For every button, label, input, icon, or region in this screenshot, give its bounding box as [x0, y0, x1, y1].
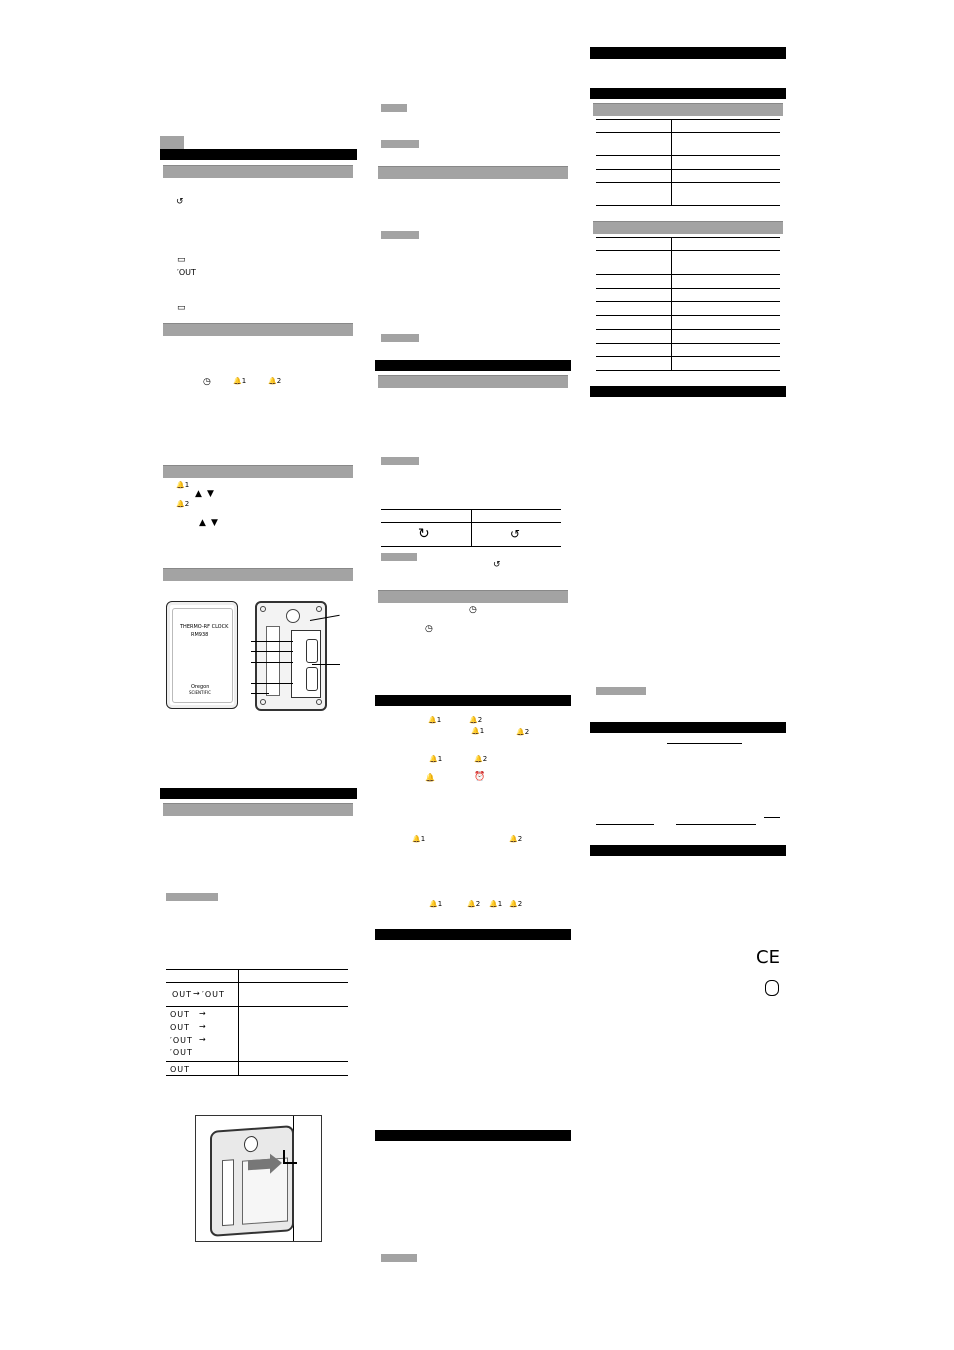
- table-rule: [596, 315, 780, 316]
- device-model-number: RM938: [191, 632, 209, 638]
- alarm1-icon: 🔔1: [412, 835, 426, 843]
- out-signal-icon: ′OUT: [170, 1048, 193, 1057]
- screw-icon: [260, 606, 266, 612]
- out-icon: OUT: [170, 1023, 191, 1032]
- arrow-icon: →: [199, 1035, 206, 1044]
- slide-arrow-icon: [248, 1159, 270, 1171]
- table-rule: [166, 1075, 348, 1076]
- subsection-header-bar: [163, 568, 353, 581]
- device-front-illustration: [166, 601, 238, 709]
- note-tag: [381, 104, 407, 112]
- table-rule: [166, 1061, 348, 1062]
- note-tag: [166, 893, 218, 901]
- subsection-header-bar: [378, 590, 568, 603]
- clock-icon: ◷: [469, 605, 477, 615]
- table-rule: [596, 343, 780, 344]
- callout-line: [312, 664, 340, 665]
- section-header-bar: [590, 722, 786, 733]
- table-rule: [596, 169, 780, 170]
- out-signal-icon: ′OUT: [170, 1036, 193, 1045]
- clock-icon: ◷: [425, 624, 433, 634]
- table-rule: [166, 969, 348, 970]
- page-number-box: [160, 136, 184, 149]
- brand-logo: Oregon: [191, 684, 210, 690]
- section-header-bar: [375, 1130, 571, 1141]
- alarm2-icon: 🔔2: [474, 755, 488, 763]
- out-icon: OUT: [172, 990, 193, 999]
- bracket-mark: [283, 1150, 297, 1164]
- subsection-header-bar: [163, 323, 353, 336]
- out-icon: OUT: [170, 1010, 191, 1019]
- alarm2-icon: 🔔2: [516, 728, 530, 736]
- device-back-illustration: [255, 601, 327, 711]
- table-column-rule: [238, 969, 239, 1076]
- table-column-rule: [671, 119, 672, 206]
- note-tag: [381, 231, 419, 239]
- alarm1-icon: 🔔1: [429, 900, 443, 908]
- section-header-bar: [590, 845, 786, 856]
- ce-mark-icon: CE: [756, 947, 780, 968]
- alarm1-icon: 🔔1: [471, 727, 485, 735]
- callout-line: [251, 693, 269, 694]
- alarm1-icon: 🔔1: [176, 481, 190, 489]
- battery-cell: [306, 639, 318, 663]
- link-underline: [676, 824, 756, 825]
- device-back-perspective: [210, 1125, 294, 1237]
- alarm2-icon: 🔔2: [469, 716, 483, 724]
- alarm-off-icon: ⏰: [474, 772, 486, 782]
- rcc-signal-icon: ↺: [493, 560, 501, 570]
- note-tag: [381, 334, 419, 342]
- out-signal-icon: ′OUT: [177, 268, 196, 277]
- screw-icon: [316, 699, 322, 705]
- table-rule: [596, 182, 780, 183]
- note-tag: [596, 687, 646, 695]
- alarm1-icon: 🔔1: [428, 716, 442, 724]
- down-arrow-icon: ▼: [211, 518, 218, 528]
- battery-icon: ▭: [177, 303, 186, 313]
- table-rule: [596, 205, 780, 206]
- alarm2-icon: 🔔2: [268, 377, 282, 385]
- arrow-icon: →: [193, 989, 200, 998]
- battery-door-illustration-frame: [195, 1115, 322, 1242]
- arrow-icon: →: [199, 1022, 206, 1031]
- section-header-bar: [375, 929, 571, 940]
- table-rule: [596, 119, 780, 120]
- table-rule: [596, 301, 780, 302]
- table-rule: [166, 982, 348, 983]
- screw-icon: [316, 606, 322, 612]
- subsection-header-bar: [378, 375, 568, 388]
- stand-slot: [222, 1159, 234, 1226]
- out-icon: OUT: [170, 1065, 191, 1074]
- table-rule: [596, 370, 780, 371]
- section-header-bar: [590, 386, 786, 397]
- rcc-received-icon: ↺: [510, 527, 521, 541]
- up-arrow-icon: ▲: [195, 489, 202, 499]
- table-rule: [166, 1006, 348, 1007]
- device-model-label: THERMO-RF CLOCK: [180, 624, 229, 630]
- alarm2-icon: 🔔2: [509, 835, 523, 843]
- hanging-hole: [286, 609, 300, 623]
- hanging-hole: [244, 1136, 258, 1153]
- up-arrow-icon: ▲: [199, 518, 206, 528]
- link-underline: [667, 743, 742, 744]
- battery-cell: [306, 667, 318, 691]
- note-tag: [381, 553, 417, 561]
- alarm1-icon: 🔔1: [429, 755, 443, 763]
- battery-icon: ▭: [177, 255, 186, 265]
- section-header-bar: [160, 149, 357, 160]
- subsection-header-bar: [593, 103, 783, 116]
- rcc-receiving-icon: ↻: [418, 526, 430, 542]
- slide-arrow-icon-head: [270, 1153, 282, 1174]
- callout-line: [251, 651, 293, 652]
- screw-icon: [260, 699, 266, 705]
- subsection-header-bar: [163, 465, 353, 478]
- subsection-header-bar: [593, 221, 783, 234]
- table-rule: [596, 237, 780, 238]
- section-header-bar: [375, 360, 571, 371]
- callout-line: [251, 641, 293, 642]
- recycling-mark-icon: [765, 980, 779, 996]
- table-column-rule: [671, 237, 672, 371]
- subsection-header-bar: [163, 165, 353, 178]
- table-rule: [596, 250, 780, 251]
- link-underline: [596, 824, 654, 825]
- section-header-bar: [590, 88, 786, 99]
- out-signal-icon: ′OUT: [202, 990, 225, 999]
- table-rule: [596, 132, 780, 133]
- rcc-signal-icon: ↺: [176, 197, 184, 207]
- brand-logo-sub: SCIENTIFIC: [189, 690, 211, 695]
- alarm2-icon: 🔔2: [509, 900, 523, 908]
- alarm2-icon: 🔔2: [176, 500, 190, 508]
- table-rule: [596, 329, 780, 330]
- note-tag: [381, 457, 419, 465]
- subsection-header-bar: [163, 803, 353, 816]
- arrow-icon: →: [199, 1009, 206, 1018]
- note-tag: [381, 140, 419, 148]
- note-tag: [381, 1254, 417, 1262]
- callout-line: [251, 662, 293, 663]
- table-column-rule: [471, 509, 472, 547]
- table-rule: [596, 155, 780, 156]
- alarm-icon: 🔔: [425, 773, 435, 782]
- alarm1-icon: 🔔1: [233, 377, 247, 385]
- alarm1-icon: 🔔1: [489, 900, 503, 908]
- down-arrow-icon: ▼: [207, 489, 214, 499]
- table-rule: [596, 356, 780, 357]
- stand-slot: [266, 626, 280, 696]
- link-underline: [764, 817, 780, 818]
- section-header-bar: [590, 47, 786, 59]
- alarm2-icon: 🔔2: [467, 900, 481, 908]
- table-rule: [596, 274, 780, 275]
- section-header-bar: [375, 695, 571, 706]
- callout-line: [251, 683, 293, 684]
- subsection-header-bar: [378, 166, 568, 179]
- clock-icon: ◷: [203, 377, 211, 387]
- table-rule: [596, 288, 780, 289]
- section-header-bar: [160, 788, 357, 799]
